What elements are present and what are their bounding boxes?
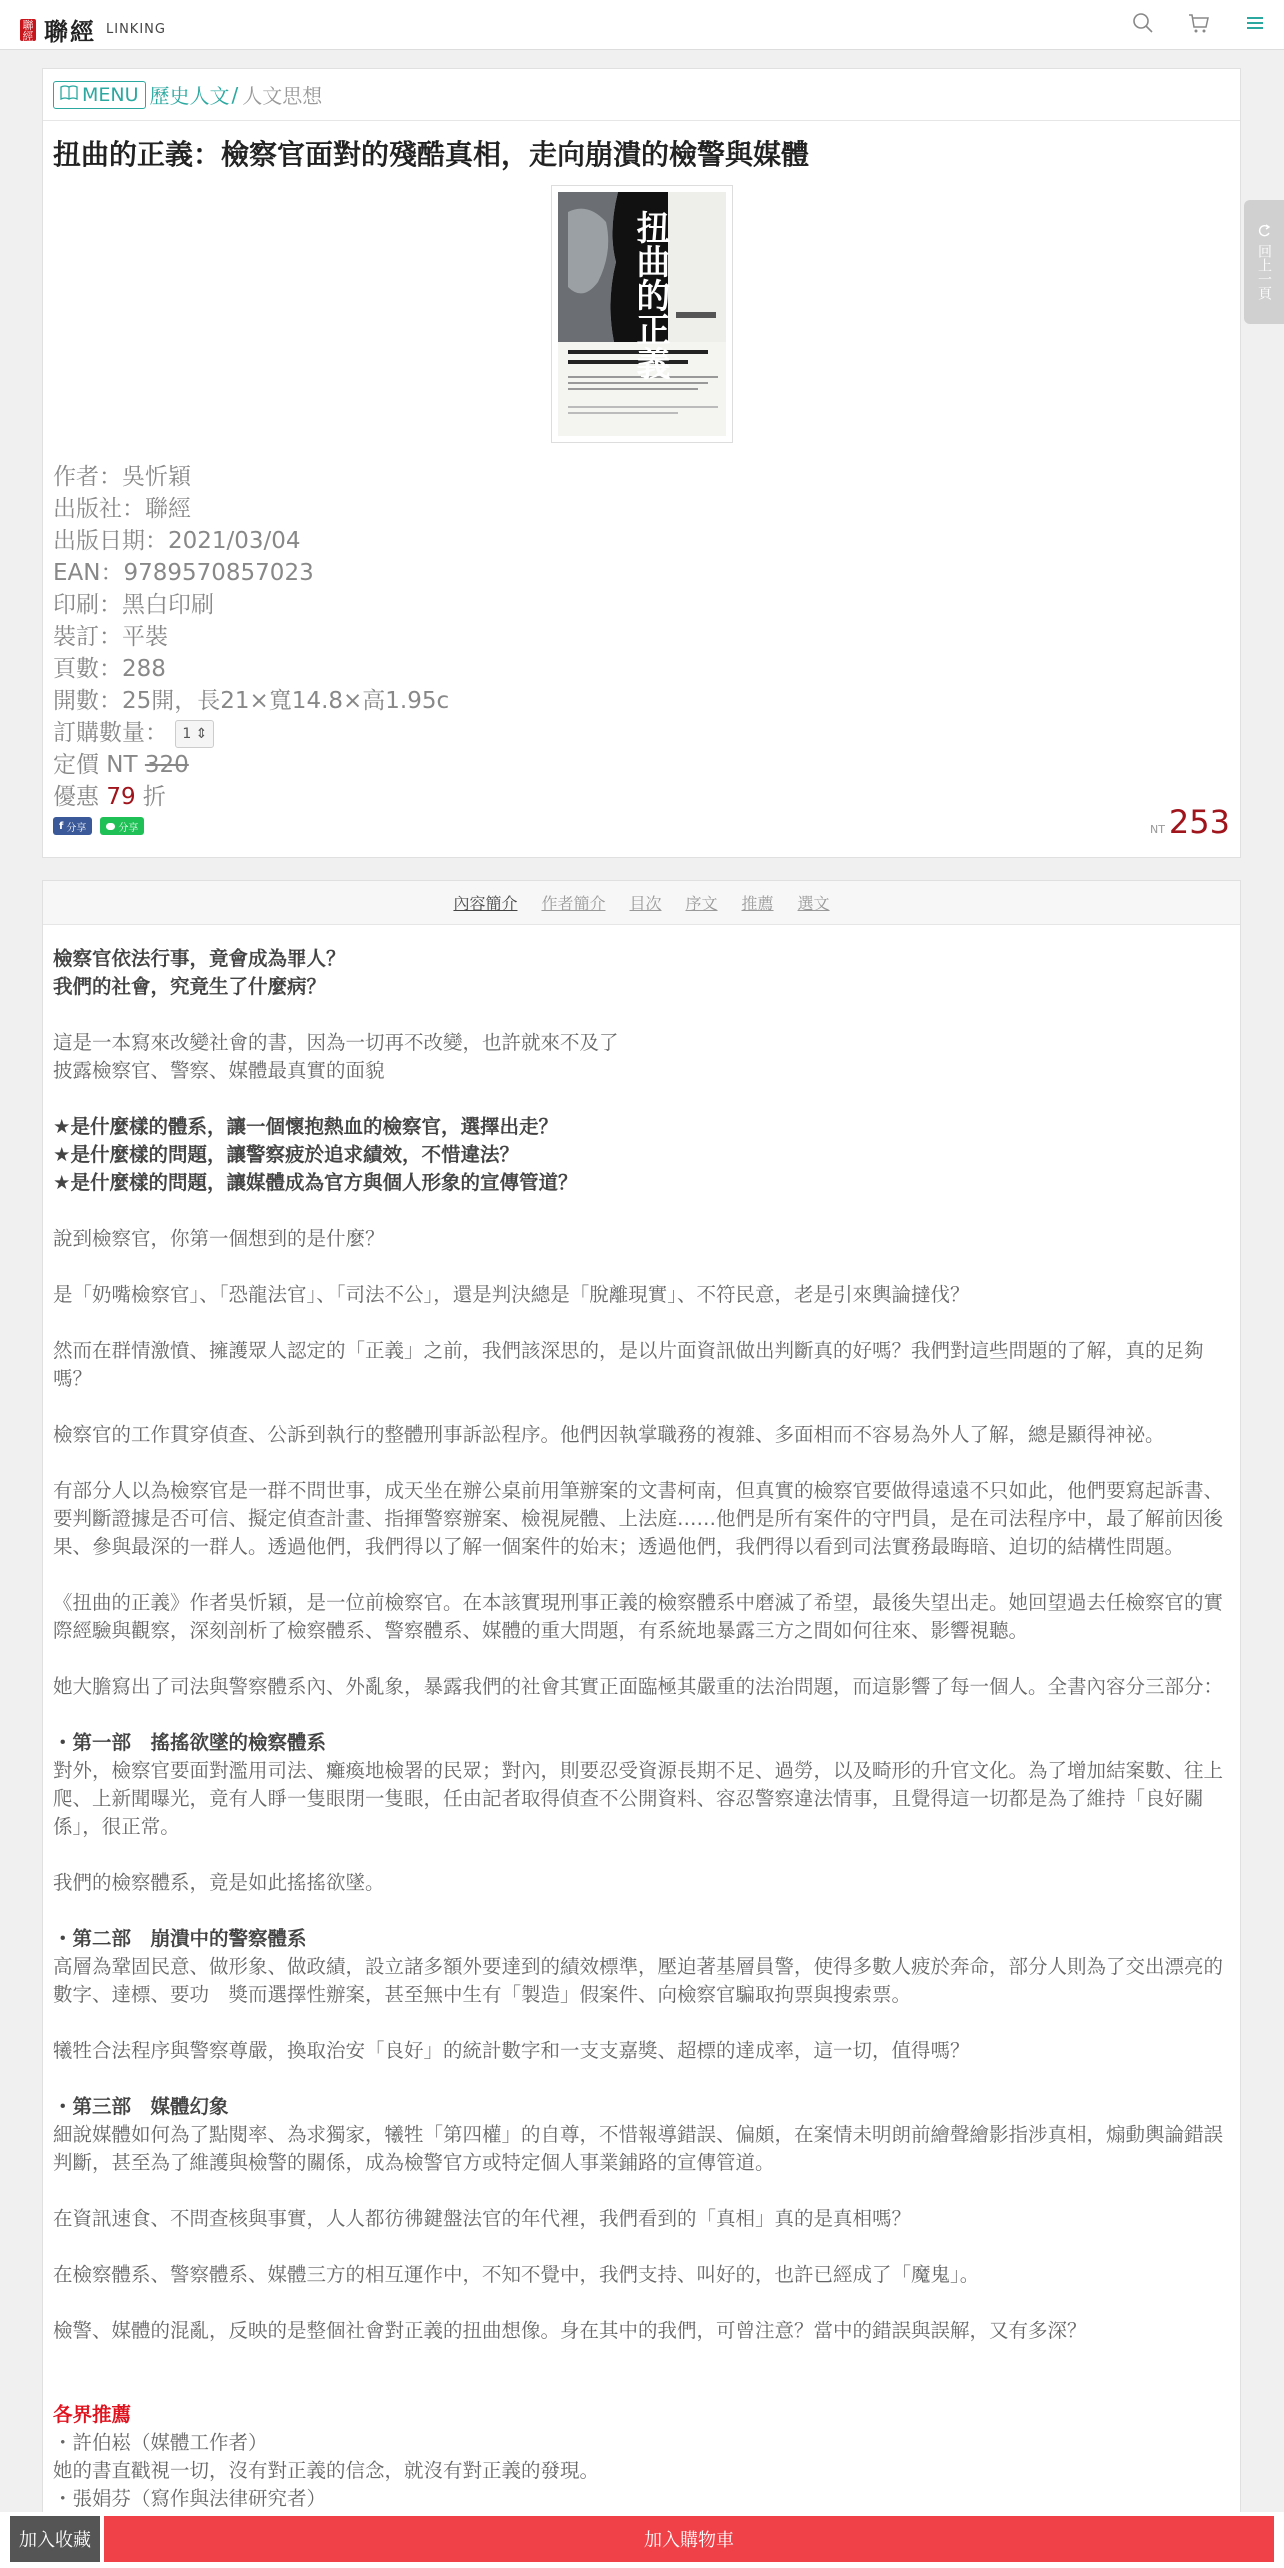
add-to-favorites-button[interactable]: 加入收藏 [10,2516,100,2562]
facebook-share-label: 分享 [66,822,87,834]
part-one [53,1729,1230,1841]
discount-label: 優惠 [53,784,107,810]
product-card [42,68,1241,858]
description-paragraph: 有部分人以為檢察官是一群不問世事，成天坐在辦公桌前用筆辦案的文書柯南，但真實的檢察官要做得遠遠不只如此，他們要寫起訴書、要判斷證據是否可信、擬定偵查計畫、指揮警察辦案、檢視屍體、上法庭……他們是所有案件的守門員，是在司法程序中，最了解前因後果、參與最深的一群人。透過他們，我們得以了解一個案件的始末；透過他們，我們得以看到司法實務最晦暗、迫切的結構性問題。 [53,1479,1224,1558]
description-paragraph: 在檢察體系、警察體系、媒體三方的相互運作中，不知不覺中，我們支持、叫好的，也許已經成了「魔鬼」。 [53,2263,980,2286]
cart-icon[interactable] [1188,12,1210,34]
book-ean: EAN：9789570857023 [53,560,314,586]
intro-question-1: 檢察官依法行事，竟會成為罪人？ [53,947,346,970]
description-card [42,880,1241,2568]
hamburger-icon[interactable] [1244,12,1266,34]
recommender-2: ・張娟芬（寫作與法律研究者） [53,2487,327,2510]
description-paragraph: 然而在群情激憤、擁護眾人認定的「正義」之前，我們該深思的，是以片面資訊做出判斷真的好嗎？我們對這些問題的了解，真的足夠嗎？ [53,1339,1204,1390]
tab-toc[interactable]: 目次 [629,894,662,913]
quantity-label: 訂購數量： [53,720,168,746]
star-question-2: ★是什麼樣的問題，讓警察疲於追求績效，不惜違法？ [53,1143,519,1166]
intro-question-2: 我們的社會，究竟生了什麼病？ [53,975,327,998]
tab-preface[interactable]: 序文 [685,894,718,913]
back-to-top-label: 回上一頁 [1256,244,1272,300]
top-navbar [0,0,1284,50]
part-three-title: ・第三部 媒體幻象 [53,2095,229,2118]
tab-intro[interactable]: 內容簡介 [453,894,518,913]
add-to-cart-button[interactable]: 加入購物車 [104,2516,1274,2562]
description-paragraph: 說到檢察官，你第一個想到的是什麼？ [53,1227,385,1250]
breadcrumb-current: 人文思想 [242,84,323,108]
quantity-row [53,717,449,749]
part-three [53,2093,1230,2177]
recommender-1: ・許伯崧（媒體工作者） [53,2431,268,2454]
book-pages: 頁數：288 [53,656,166,682]
recommendations-title: 各界推薦 [53,2403,132,2426]
breadcrumb [43,69,1240,121]
part-two [53,1925,1230,2009]
list-price: 320 [144,752,189,778]
logo-text-cn: 聯經 [44,17,96,46]
logo-text-en: LINKING [106,22,166,37]
part-three-text: 細說媒體如何為了點閱率、為求獨家，犧牲「第四權」的自尊，不惜報導錯誤、偏頗，在案情未明朗前繪聲繪影指涉真相，煽動輿論錯誤判斷，甚至為了維護與檢警的關係，成為檢警官方或特定個人事業鋪路的宣傳管道。 [53,2123,1224,2174]
book-publish-date: 出版日期：2021/03/04 [53,528,301,554]
description-paragraph: 《扭曲的正義》作者吳忻穎，是一位前檢察官。在本該實現刑事正義的檢察體系中磨滅了希望，最後失望出走。她回望過去任檢察官的實際經驗與觀察，深刻剖析了檢察體系、警察體系、媒體的重大問題，有系統地暴露三方之間如何往來、影響視聽。 [53,1591,1224,1642]
quantity-value: 1 [182,725,192,742]
book-binding: 裝訂：平裝 [53,624,168,650]
list-price-label: 定價 NT [53,752,145,778]
book-metadata [53,461,449,813]
book-author[interactable]: 作者：吳忻穎 [53,464,191,490]
tab-author[interactable]: 作者簡介 [541,894,606,913]
book-publisher: 出版社：聯經 [53,496,191,522]
menu-label: MENU [82,83,139,106]
description-paragraph: 在資訊速食、不問查核與事實，人人都彷彿鍵盤法官的年代裡，我們看到的「真相」真的是真相嗎？ [53,2207,912,2230]
facebook-share-button[interactable] [53,817,92,835]
description-paragraph: 是「奶嘴檢察官」、「恐龍法官」、「司法不公」，還是判決總是「脫離現實」、不符民意，老是引來輿論撻伐？ [53,1283,970,1306]
intro-line-1: 這是一本寫來改變社會的書，因為一切再不改變，也許就來不及了 [53,1031,619,1054]
logo-mark-icon: 聯 經 [20,19,36,41]
quantity-select[interactable]: 1 ⇕ [175,720,214,748]
linking-logo[interactable] [20,12,166,47]
tab-recommend[interactable]: 推薦 [741,894,774,913]
part-one-text: 對外，檢察官要面對濫用司法、癱瘓地檢署的民眾；對內，則要忍受資源長期不足、過勞，以及畸形的升官文化。為了增加結案數、往上爬、上新聞曝光，竟有人睜一隻眼閉一隻眼，任由記者取得偵查不公開資料、容忍警察違法情事，且覺得這一切都是為了維持「良好關係」，很正常。 [53,1759,1224,1838]
price-value: 253 [1168,803,1230,841]
back-to-top-button[interactable] [1244,200,1284,324]
star-question-3: ★是什麼樣的問題，讓媒體成為官方與個人形象的宣傳管道？ [53,1171,578,1194]
line-icon [106,823,115,830]
description-paragraph: 我們的檢察體系，竟是如此搖搖欲墜。 [53,1871,385,1894]
book-icon [60,84,78,106]
star-questions [53,1113,1230,1197]
menu-button[interactable] [53,81,146,109]
description-paragraph: 檢察官的工作貫穿偵查、公訴到執行的整體刑事訴訟程序。他們因執掌職務的複雜、多面相而不容易為外人了解，總是顯得神祕。 [53,1423,1165,1446]
back-arrow-icon [1257,224,1271,242]
intro-questions [53,945,1230,1001]
search-icon[interactable] [1132,12,1154,34]
share-buttons [53,817,144,835]
description-paragraph: 她大膽寫出了司法與警察體系內、外亂象，暴露我們的社會其實正面臨極其嚴重的法治問題，而這影響了每一個人。全書內容分三部分： [53,1675,1224,1698]
content-tabs [43,881,1240,925]
breadcrumb-separator: / [231,82,239,107]
facebook-icon: f [59,820,64,832]
discount-suffix: 折 [135,784,166,810]
tab-excerpt[interactable]: 選文 [797,894,830,913]
price-currency: NT [1149,823,1165,836]
book-printing: 印刷：黑白印刷 [53,592,214,618]
part-two-title: ・第二部 崩潰中的警察體系 [53,1927,307,1950]
description-paragraph: 檢警、媒體的混亂，反映的是整個社會對正義的扭曲想像。身在其中的我們，可曾注意？當中的錯誤與誤解，又有多深？ [53,2319,1087,2342]
book-format: 開數：25開，長21×寬14.8×高1.95c [53,688,450,714]
recommendations [53,2401,1230,2513]
breadcrumb-category[interactable]: 歷史人文 [149,84,230,108]
cover-title: 扭曲的正義 [630,210,670,380]
sale-price [1150,803,1230,841]
bottom-action-bar [0,2512,1284,2568]
part-one-title: ・第一部 搖搖欲墜的檢察體系 [53,1731,327,1754]
part-two-text: 高層為鞏固民意、做形象、做政績，設立諸多額外要達到的績效標準，壓迫著基層員警，使得多數人疲於奔命，部分人則為了交出漂亮的數字、達標、要功 獎而選擇性辦案，甚至無中生有「製造」假案件、向檢察官騙取拘票與搜索票。 [53,1955,1224,2006]
discount-value: 79 [106,784,136,810]
recommender-1-quote: 她的書直戳視一切，沒有對正義的信念，就沒有對正義的發現。 [53,2459,600,2482]
book-description [43,925,1240,2513]
line-share-label: 分享 [118,822,139,834]
description-paragraph: 犧牲合法程序與警察尊嚴，換取治安「良好」的統計數字和一支支嘉獎、超標的達成率，這一切，值得嗎？ [53,2039,970,2062]
intro-line-2: 披露檢察官、警察、媒體最真實的面貌 [53,1059,385,1082]
star-question-1: ★是什麼樣的體系，讓一個懷抱熱血的檢察官，選擇出走？ [53,1115,558,1138]
list-price-row [53,749,449,781]
book-title: 扭曲的正義：檢察官面對的殘酷真相，走向崩潰的檢警與媒體 [53,138,810,171]
line-share-button[interactable] [100,817,144,835]
discount-row [53,781,449,813]
intro-paragraph [53,1029,1230,1085]
book-cover-image[interactable] [551,185,733,443]
